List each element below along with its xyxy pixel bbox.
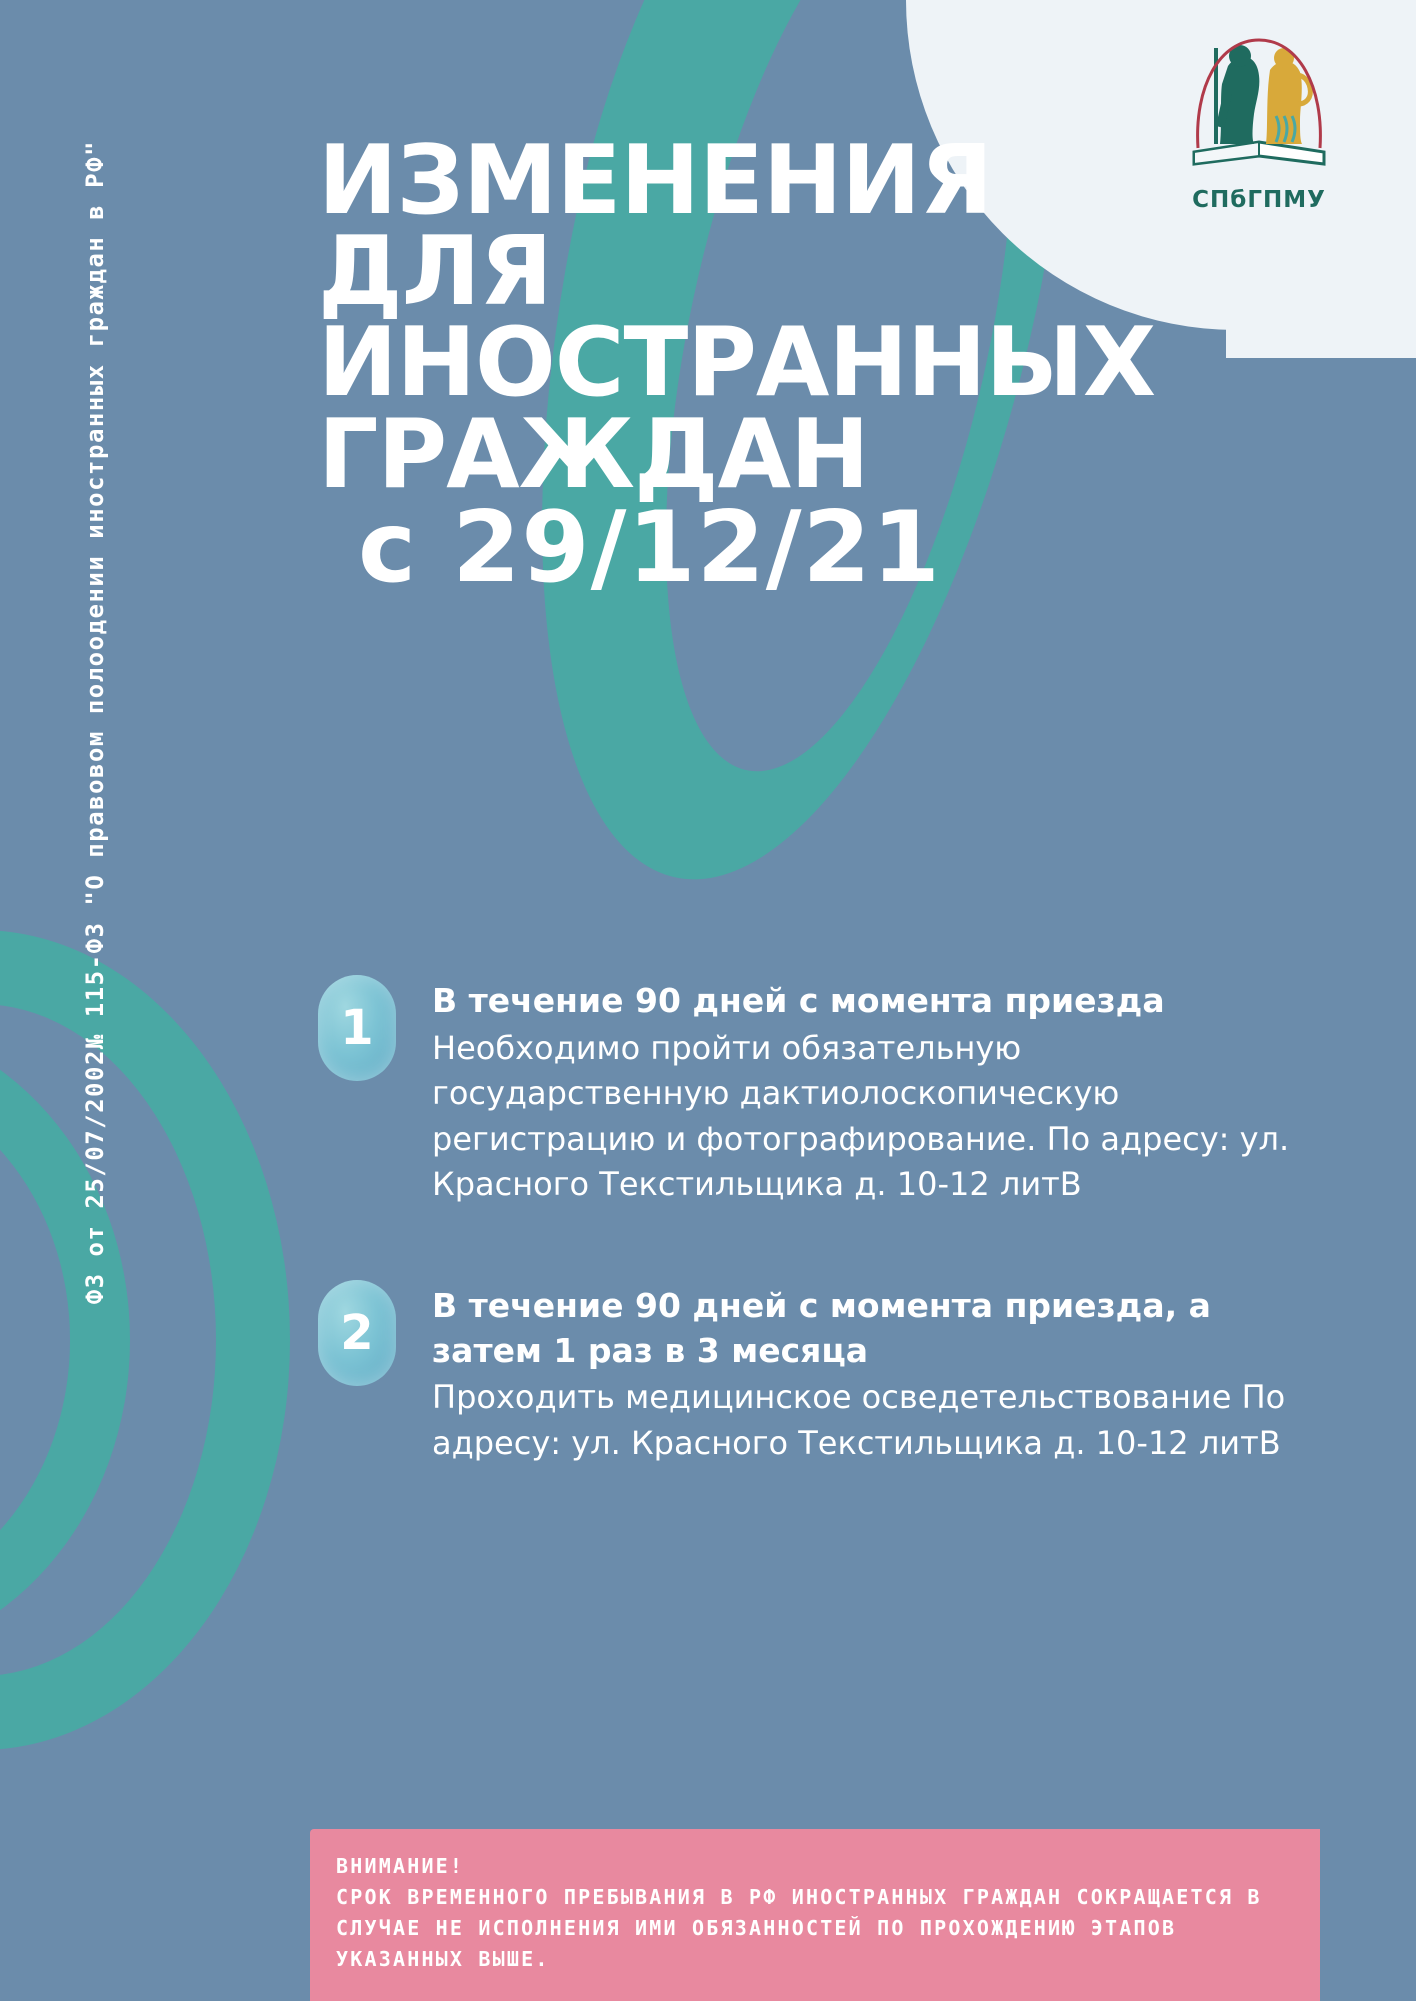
requirements-list <box>318 975 1328 1538</box>
law-reference-text: ФЗ от 25/07/2002№ 115-ФЗ "О правовом полоодении иностранных граждан в РФ" <box>81 140 109 1305</box>
item-content <box>432 975 1328 1208</box>
item-text: Проходить медицинское осведетельствование По адресу: ул. Красного Текстильщика д. 10-12 литВ <box>432 1378 1286 1462</box>
list-item <box>318 975 1328 1208</box>
headline-date: с 29/12/21 <box>358 490 941 605</box>
headline-line-2: ДЛЯ <box>318 217 552 328</box>
warning-title: ВНИМАНИЕ! <box>336 1854 465 1878</box>
item-number-badge: 1 <box>318 975 396 1081</box>
headline-line-3: ИНОСТРАННЫХ <box>318 308 1156 419</box>
warning-text: СРОК ВРЕМЕННОГО ПРЕБЫВАНИЯ В РФ ИНОСТРАННЫХ ГРАЖДАН СОКРАЩАЕТСЯ В СЛУЧАЕ НЕ ИСПОЛНЕНИЯ ИМИ ОБЯЗАННОСТЕЙ ПО ПРОХОЖДЕНИЮ ЭТАПОВ УКАЗАННЫХ ВЫШЕ. <box>336 1885 1262 1971</box>
item-title: В течение 90 дней с момента приезда <box>432 981 1165 1020</box>
logo-caption: СПбГПМУ <box>1192 187 1326 213</box>
page-title <box>318 126 1218 605</box>
warning-box <box>310 1829 1320 2001</box>
headline-line-1: ИЗМЕНЕНИЯ <box>318 126 992 236</box>
logo-backdrop-notch <box>1226 268 1416 358</box>
item-content <box>432 1280 1328 1467</box>
list-item <box>318 1280 1328 1467</box>
headline-line-4: ГРАЖДАН <box>318 399 869 510</box>
item-title: В течение 90 дней с момента приезда, а затем 1 раз в 3 месяца <box>432 1285 1211 1370</box>
item-number-badge: 2 <box>318 1280 396 1386</box>
item-text: Необходимо пройти обязательную государственную дактиолоскопическую регистрацию и фотографирование. По адресу: ул. Красного Текстильщика д. 10-12 литВ <box>432 1028 1290 1204</box>
